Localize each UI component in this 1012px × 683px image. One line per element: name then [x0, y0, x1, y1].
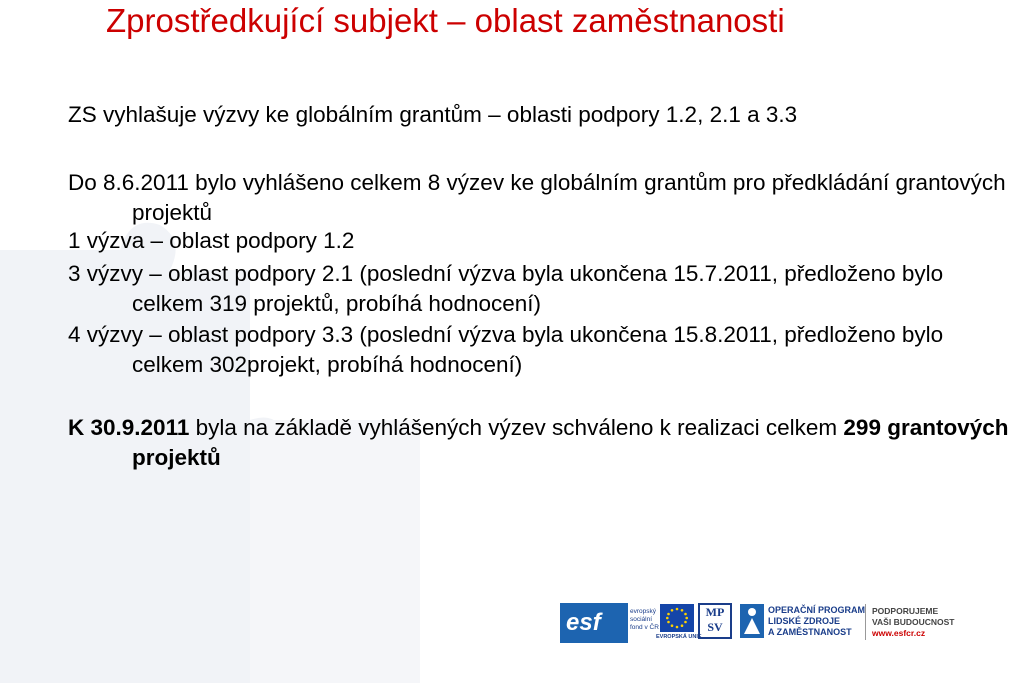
esf-logo-text: esf — [566, 609, 601, 636]
esf-logo — [560, 603, 628, 643]
oplz-line-1: OPERAČNÍ PROGRAM — [768, 605, 866, 615]
esf-caption: evropský sociální fond v ČR — [630, 608, 659, 631]
support-line-2: VAŠI BUDOUCNOST — [872, 617, 955, 627]
slide-title: Zprostředkující subjekt – oblast zaměstnanosti — [106, 2, 785, 39]
oplz-figure-icon — [740, 604, 764, 638]
approved-text: byla na základě vyhlášených výzev schváleno k realizaci celkem — [189, 415, 844, 440]
oplz-line-2: LIDSKÉ ZDROJE — [768, 616, 841, 626]
paragraph-calls-3-3: 4 výzvy – oblast podpory 3.3 (poslední výzva byla ukončena 15.8.2011, předloženo bylo celkem 302projekt, probíhá hodnocení) — [68, 322, 944, 377]
eu-caption: EVROPSKÁ UNIE — [656, 634, 702, 640]
paragraph-zs-announces: ZS vyhlašuje výzvy ke globálním grantům – oblasti podpory 1.2, 2.1 a 3.3 — [68, 102, 798, 127]
approved-date: K 30.9.2011 — [68, 415, 190, 440]
mpsv-logo: MP SV — [698, 603, 732, 639]
support-url: www.esfcr.cz — [872, 628, 926, 638]
oplz-line-3: A ZAMĚSTNANOST — [768, 627, 852, 637]
paragraph-calls-2-1: 3 výzvy – oblast podpory 2.1 (poslední výzva byla ukončena 15.7.2011, předloženo bylo celkem 319 projektů, probíhá hodnocení) — [68, 261, 944, 316]
paragraph-calls-count: Do 8.6.2011 bylo vyhlášeno celkem 8 výzev ke globálním grantům pro předkládání grantových projektů — [68, 170, 1006, 225]
support-caption — [872, 606, 955, 639]
paragraph-call-1-2: 1 výzva – oblast podpory 1.2 — [68, 228, 355, 253]
logo-divider — [865, 604, 866, 640]
support-line-1: PODPORUJEME — [872, 606, 939, 616]
paragraph-approved-projects — [68, 413, 1012, 473]
eu-flag-icon — [660, 604, 694, 632]
oplz-caption — [768, 605, 865, 638]
logo-strip — [560, 600, 955, 646]
approved-count: 299 grantových projektů — [132, 415, 1009, 470]
